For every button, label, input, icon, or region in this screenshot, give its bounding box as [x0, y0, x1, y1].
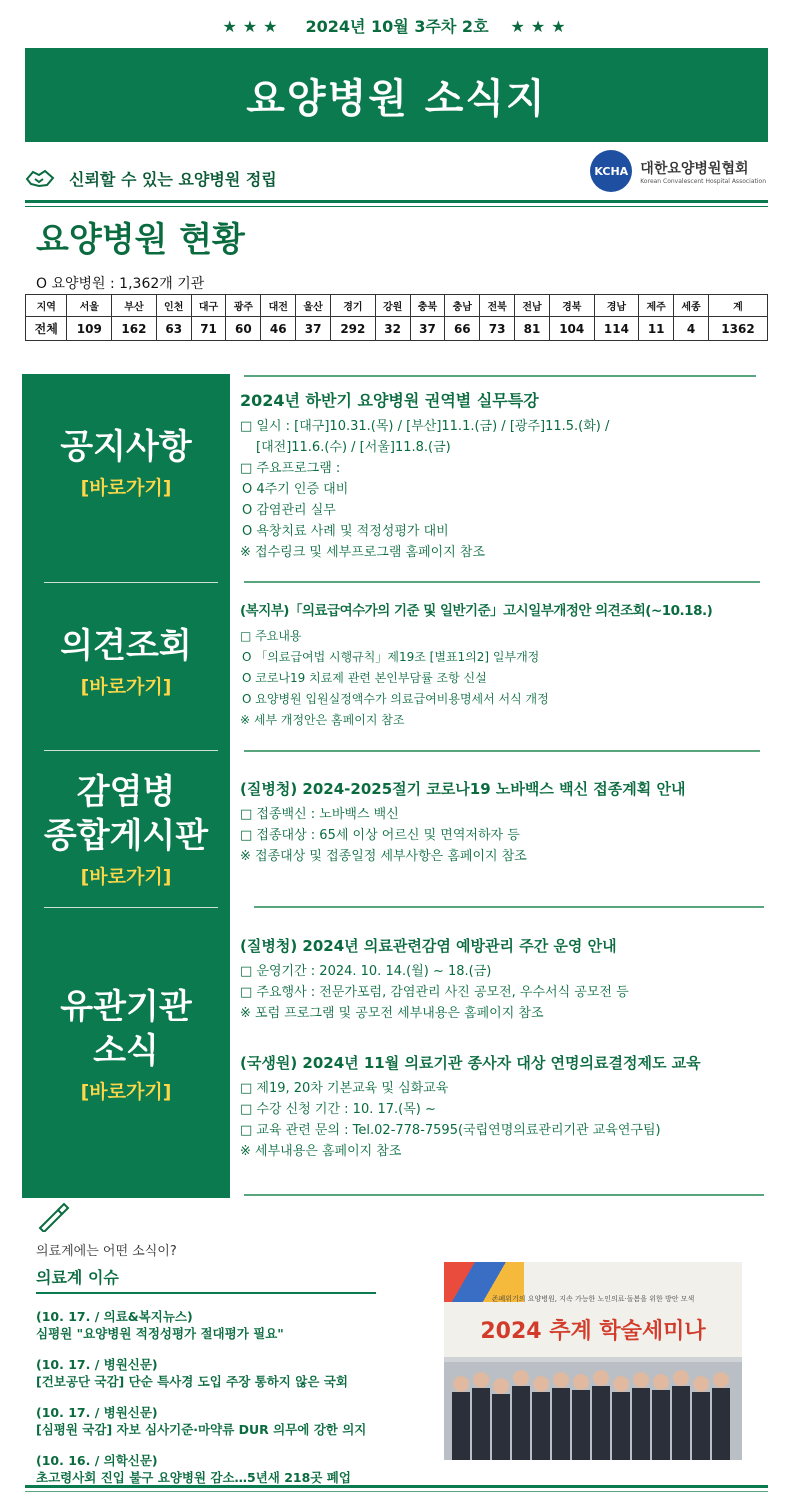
table-cell: 계: [708, 295, 767, 317]
issue-source: (10. 17. / 병원신문): [36, 1405, 158, 1420]
related-title-2: 소식: [93, 1031, 159, 1071]
table-cell: 81: [515, 317, 550, 341]
issue-text: [건보공단 국감] 단순 특사경 도입 주장 통하지 않은 국회: [36, 1374, 348, 1389]
divider: [244, 1194, 764, 1196]
table-cell: 대구: [191, 295, 226, 317]
list-item: O 4주기 인증 대비: [242, 482, 349, 497]
divider: [25, 206, 768, 207]
issue-text: 심평원 "요양병원 적정성평가 절대평가 필요": [36, 1326, 284, 1341]
opinion-content: [240, 600, 785, 731]
table-cell: 광주: [226, 295, 261, 317]
notice-link[interactable]: [바로가기]: [80, 477, 172, 499]
table-cell: 전체: [26, 317, 67, 341]
opinion-heading[interactable]: (복지부)「의료급여수가의 기준 및 일반기준」고시일부개정안 의견조회(~10.18.): [240, 603, 713, 619]
table-cell: 1362: [708, 317, 767, 341]
divider: [36, 1292, 376, 1294]
list-item: [대전]11.6.(수) / [서울]11.8.(금): [256, 440, 451, 455]
seminar-photo: [444, 1262, 742, 1460]
infection-content: [240, 778, 785, 867]
related-content-1: [240, 935, 785, 1024]
issue-source: (10. 17. / 의료&복지뉴스): [36, 1309, 193, 1324]
list-item: □ 주요내용: [240, 629, 302, 643]
notice-heading[interactable]: 2024년 하반기 요양병원 권역별 실무특강: [240, 391, 539, 410]
divider: [244, 375, 756, 377]
table-row: [26, 317, 768, 341]
issue-source: (10. 17. / 병원신문): [36, 1357, 158, 1372]
divider: [44, 582, 218, 583]
hospital-count: O 요양병원 : 1,362개 기관: [36, 276, 205, 292]
infection-heading[interactable]: (질병청) 2024-2025절기 코로나19 노바백스 백신 접종계획 안내: [240, 780, 686, 798]
photo-subtitle: 존폐위기의 요양병원, 지속 가능한 노인의료·돌봄을 위한 방안 모색: [491, 1295, 695, 1303]
related-heading-1[interactable]: (질병청) 2024년 의료관련감염 예방관리 주간 운영 안내: [240, 937, 617, 955]
related-label: [22, 985, 230, 1104]
table-cell: 울산: [296, 295, 331, 317]
issue-text: [심평원 국감] 자보 심사기준·마약류 DUR 의무에 강한 의지: [36, 1422, 367, 1437]
list-item: O 감염관리 실무: [242, 503, 336, 518]
related-heading-2[interactable]: (국생원) 2024년 11월 의료기관 종사자 대상 연명의료결정제도 교육: [240, 1054, 701, 1072]
group-people: [444, 1362, 742, 1460]
table-cell: 66: [445, 317, 480, 341]
issue-number: 2024년 10월 3주차 2호: [305, 17, 489, 36]
table-cell: 대전: [261, 295, 296, 317]
divider: [25, 200, 768, 203]
divider: [25, 1491, 768, 1492]
table-cell: 강원: [375, 295, 410, 317]
opinion-link[interactable]: [바로가기]: [80, 676, 172, 698]
slogan-text: 신뢰할 수 있는 요양병원 정립: [69, 169, 277, 189]
status-title: 요양병원 현황: [36, 220, 245, 260]
list-item: ※ 포럼 프로그램 및 공모전 세부내용은 홈페이지 참조: [240, 1006, 544, 1021]
list-item: □ 일시 : [대구]10.31.(목) / [부산]11.1.(금) / [광주]11.5.(화) /: [240, 419, 610, 434]
list-item: O 「의료급여법 시행규칙」제19조 [별표1의2] 일부개정: [242, 650, 540, 664]
related-content-2: [240, 1052, 785, 1162]
infection-title-1: 감염병: [76, 772, 176, 812]
table-cell: 전북: [480, 295, 515, 317]
list-item: ※ 세부내용은 홈페이지 참조: [240, 1144, 402, 1159]
table-cell: 지역: [26, 295, 67, 317]
divider: [254, 906, 764, 908]
issue-item[interactable]: [36, 1404, 436, 1438]
pen-icon: [36, 1202, 70, 1232]
list-item: □ 교육 관련 문의 : Tel.02-778-7595(국립연명의료관리기관 교육연구팀): [240, 1123, 661, 1138]
table-cell: 세종: [674, 295, 709, 317]
list-item: □ 제19, 20차 기본교육 및 심화교육: [240, 1081, 449, 1096]
table-cell: 충북: [410, 295, 445, 317]
list-item: ※ 접수링크 및 세부프로그램 홈페이지 참조: [240, 545, 486, 560]
newsletter-title: 요양병원 소식지: [25, 48, 768, 142]
list-item: □ 주요행사 : 전문가포럼, 감염관리 사진 공모전, 우수서식 공모전 등: [240, 985, 629, 1000]
table-cell: 162: [112, 317, 157, 341]
table-header-row: [26, 295, 768, 317]
kcha-logo: [590, 150, 766, 192]
notice-content: [240, 390, 785, 563]
table-cell: 114: [594, 317, 639, 341]
notice-title: 공지사항: [60, 427, 192, 467]
association-name: 대한요양병원협회: [640, 160, 749, 177]
table-cell: 73: [480, 317, 515, 341]
issues-title: 의료계 이슈: [36, 1268, 119, 1287]
table-cell: 104: [549, 317, 594, 341]
table-cell: 11: [639, 317, 674, 341]
table-cell: 충남: [445, 295, 480, 317]
infection-title-2: 종합게시판: [43, 816, 209, 856]
table-cell: 경남: [594, 295, 639, 317]
table-cell: 경기: [331, 295, 376, 317]
notice-label: [22, 425, 230, 500]
infection-label: [22, 770, 230, 889]
issue-header: [0, 14, 794, 37]
handshake-icon: [25, 167, 55, 189]
issue-item[interactable]: [36, 1308, 436, 1342]
table-cell: 60: [226, 317, 261, 341]
kcha-emblem: KCHA: [590, 150, 632, 192]
issue-item[interactable]: [36, 1452, 436, 1486]
issue-text: 초고령사회 진입 불구 요양병원 감소…5년새 218곳 폐업: [36, 1470, 351, 1485]
list-item: O 욕창치료 사례 및 적정성평가 대비: [242, 524, 449, 539]
divider: [244, 750, 760, 752]
table-cell: 인천: [156, 295, 191, 317]
table-cell: 제주: [639, 295, 674, 317]
infection-link[interactable]: [바로가기]: [80, 866, 172, 888]
table-cell: 63: [156, 317, 191, 341]
table-cell: 전남: [515, 295, 550, 317]
medical-issues: [36, 1202, 436, 1486]
related-title-1: 유관기관: [60, 987, 192, 1027]
region-table: [25, 294, 768, 341]
association-name-en: Korean Convalescent Hospital Association: [640, 177, 766, 185]
table-cell: 37: [296, 317, 331, 341]
list-item: ※ 접종대상 및 접종일정 세부사항은 홈페이지 참조: [240, 849, 527, 864]
table-cell: 4: [674, 317, 709, 341]
table-cell: 37: [410, 317, 445, 341]
divider: [244, 581, 760, 583]
issue-source: (10. 16. / 의학신문): [36, 1453, 158, 1468]
list-item: □ 접종백신 : 노바백스 백신: [240, 807, 399, 822]
list-item: O 코로나19 치료제 관련 본인부담률 조항 신설: [242, 671, 487, 685]
table-cell: 부산: [112, 295, 157, 317]
table-cell: 109: [67, 317, 112, 341]
list-item: ※ 세부 개정안은 홈페이지 참조: [240, 713, 405, 727]
divider: [44, 907, 218, 908]
opinion-label: [22, 624, 230, 699]
divider: [25, 1485, 768, 1488]
table-cell: 71: [191, 317, 226, 341]
issues-subtitle: 의료계에는 어떤 소식이?: [36, 1244, 177, 1259]
table-cell: 서울: [67, 295, 112, 317]
opinion-title: 의견조회: [60, 626, 192, 666]
list-item: □ 수강 신청 기간 : 10. 17.(목) ~: [240, 1102, 436, 1117]
issue-item[interactable]: [36, 1356, 436, 1390]
list-item: □ 주요프로그램 :: [240, 461, 341, 476]
table-cell: 32: [375, 317, 410, 341]
list-item: □ 접종대상 : 65세 이상 어르신 및 면역저하자 등: [240, 828, 520, 843]
related-link[interactable]: [바로가기]: [80, 1081, 172, 1103]
divider: [44, 750, 218, 751]
table-cell: 경북: [549, 295, 594, 317]
table-cell: 292: [331, 317, 376, 341]
list-item: O 요양병원 입원실정액수가 의료급여비용명세서 서식 개정: [242, 692, 549, 706]
star-icons-right: ★★★: [510, 17, 572, 36]
list-item: □ 운영기간 : 2024. 10. 14.(월) ~ 18.(금): [240, 964, 492, 979]
star-icons-left: ★★★: [222, 17, 284, 36]
table-cell: 46: [261, 317, 296, 341]
photo-caption: 2024 추계 학술세미나: [480, 1319, 706, 1344]
